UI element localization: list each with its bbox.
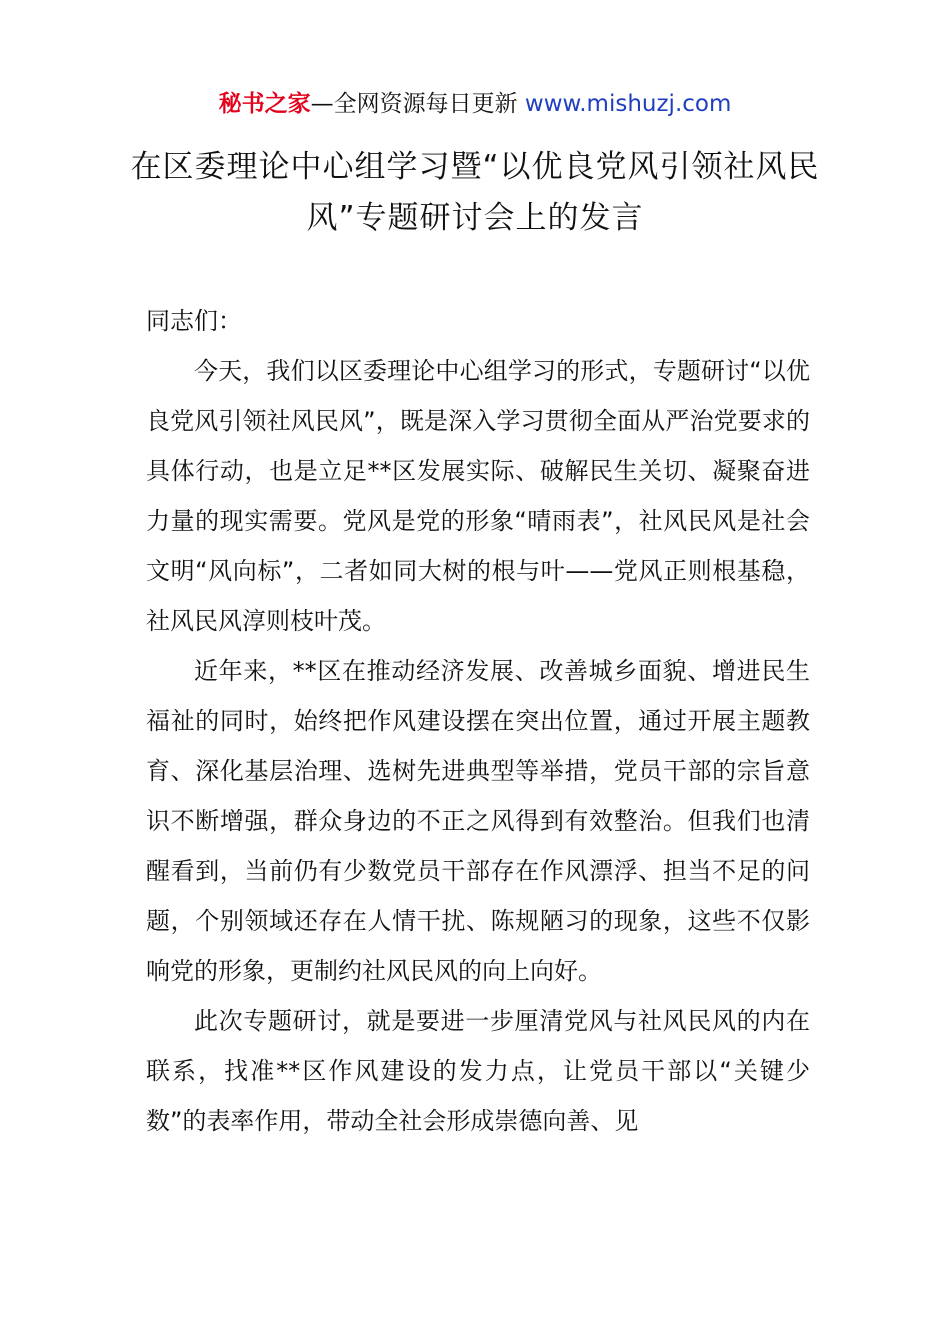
paragraph-1: 今天，我们以区委理论中心组学习的形式，专题研讨“以优良党风引领社风民风”，既是深入学习贯彻全面从严治党要求的具体行动，也是立足**区发展实际、破解民生关切、凝聚奋进力量的现实需要。党风是党的形象“晴雨表”，社风民风是社会文明“风向标”，二者如同大树的根与叶——党风正则根基稳，社风民风淳则枝叶茂。 <box>146 357 810 635</box>
document-title: 在区委理论中心组学习暨“以优良党风引领社风民风”专题研讨会上的发言 <box>130 149 820 236</box>
paragraph-2: 近年来，**区在推动经济发展、改善城乡面貌、增进民生福祉的同时，始终把作风建设摆在突出位置，通过开展主题教育、深化基层治理、选树先进典型等举措，党员干部的宗旨意识不断增强，群众身边的不正之风得到有效整治。但我们也清醒看到，当前仍有少数党员干部存在作风漂浮、担当不足的问题，个别领域还存在人情干扰、陈规陋习的现象，这些不仅影响党的形象，更制约社风民风的向上向好。 <box>146 657 810 985</box>
document-body <box>146 296 810 1146</box>
site-header <box>0 88 950 120</box>
site-url-link[interactable]: www.mishuzj.com <box>524 91 732 117</box>
paragraph-3: 此次专题研讨，就是要进一步厘清党风与社风民风的内在联系，找准**区作风建设的发力点，让党员干部以“关键少数”的表率作用，带动全社会形成崇德向善、见 <box>146 1007 810 1135</box>
site-slogan: —全网资源每日更新 <box>310 91 525 117</box>
salutation: 同志们： <box>146 307 242 335</box>
site-brand: 秘书之家 <box>218 91 311 117</box>
